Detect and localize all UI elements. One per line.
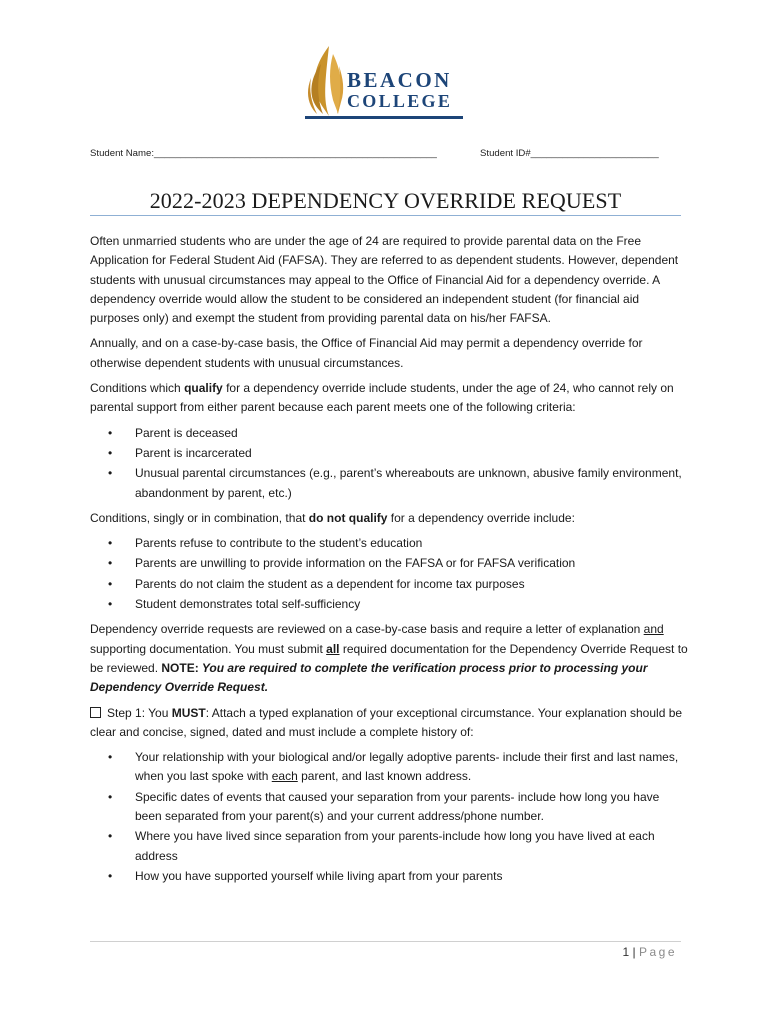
annual-paragraph: Annually, and on a case-by-case basis, the Office of Financial Aid may permit a dependency override for otherwise dependent students with unusual circumstances.: [90, 336, 643, 370]
step1-checkbox[interactable]: [90, 707, 101, 718]
student-info-line: [90, 148, 690, 159]
beacon-college-logo: [303, 44, 465, 122]
intro-paragraph: Often unmarried students who are under the age of 24 are required to provide parental data on the Free Application for Federal Student Aid (FAFSA). They are referred to as dependent students. However, dependent students with unusual circumstances may appeal to the Office of Financial Aid for a dependency override. A dependency override would allow the student to be considered an independent student (for financial aid purposes only) and exempt the student from providing parental data on his/her FAFSA.: [90, 234, 679, 326]
footer-divider: [90, 941, 681, 942]
list-item: • Parents do not claim the student as a dependent for income tax purposes: [135, 575, 690, 594]
not-qualify-paragraph: Conditions, singly or in combination, that do not qualify for a dependency override include:: [90, 510, 575, 525]
list-item: • Parents refuse to contribute to the student’s education: [135, 534, 690, 553]
list-item: • Student demonstrates total self-sufficiency: [135, 595, 690, 614]
logo-text-college: COLLEGE: [347, 91, 453, 111]
title-divider: [90, 215, 681, 216]
student-name-field[interactable]: Student Name:_____________________________________________________: [90, 148, 437, 159]
step1-paragraph: Step 1: You MUST: Attach a typed explanation of your exceptional circumstance. Your explanation should be clear and concise, signed, dated and must include a complete history of:: [90, 705, 683, 739]
page-number: 1: [622, 945, 630, 959]
student-id-field[interactable]: Student ID#________________________: [480, 148, 659, 159]
not-qualify-list: [90, 534, 690, 614]
list-item: • Parents are unwilling to provide information on the FAFSA or for FAFSA verification: [135, 554, 690, 573]
list-item: • How you have supported yourself while living apart from your parents: [135, 867, 690, 886]
qualify-list: [90, 424, 690, 503]
page-title: 2022-2023 DEPENDENCY OVERRIDE REQUEST: [149, 188, 622, 213]
list-item: • Unusual parental circumstances (e.g., parent’s whereabouts are unknown, abusive family environment, abandonment by parent, etc.): [135, 464, 690, 503]
step1-list: [90, 748, 690, 886]
list-item: • Parent is deceased: [135, 424, 690, 443]
list-item: • Where you have lived since separation from your parents-include how long you have lived at each address: [135, 827, 690, 866]
page-footer: 1 | Page: [622, 945, 677, 959]
list-item: • Specific dates of events that caused your separation from your parents- include how long you have been separated from your parent(s) and your current address/phone number.: [135, 788, 690, 827]
list-item: • Your relationship with your biological and/or legally adoptive parents- include their first and last names, when you last spoke with each parent, and last known address.: [135, 748, 690, 787]
page-label: Page: [638, 945, 677, 959]
review-paragraph: Dependency override requests are reviewed on a case-by-case basis and require a letter of explanation and supporting documentation. You must submit all required documentation for the Dependency Override Request to be reviewed. NOTE: You are required to complete the verification process prior to processing your Dependency Override Request.: [90, 622, 688, 695]
flame-icon: [303, 44, 349, 122]
logo-text-beacon: BEACON: [347, 68, 452, 92]
qualify-paragraph: Conditions which qualify for a dependency override include students, under the age of 24, who cannot rely on parental support from either parent because each parent meets one of the following criteria:: [90, 381, 674, 415]
document-body: [90, 232, 690, 892]
list-item: • Parent is incarcerated: [135, 444, 690, 463]
logo-underline: [305, 116, 463, 119]
